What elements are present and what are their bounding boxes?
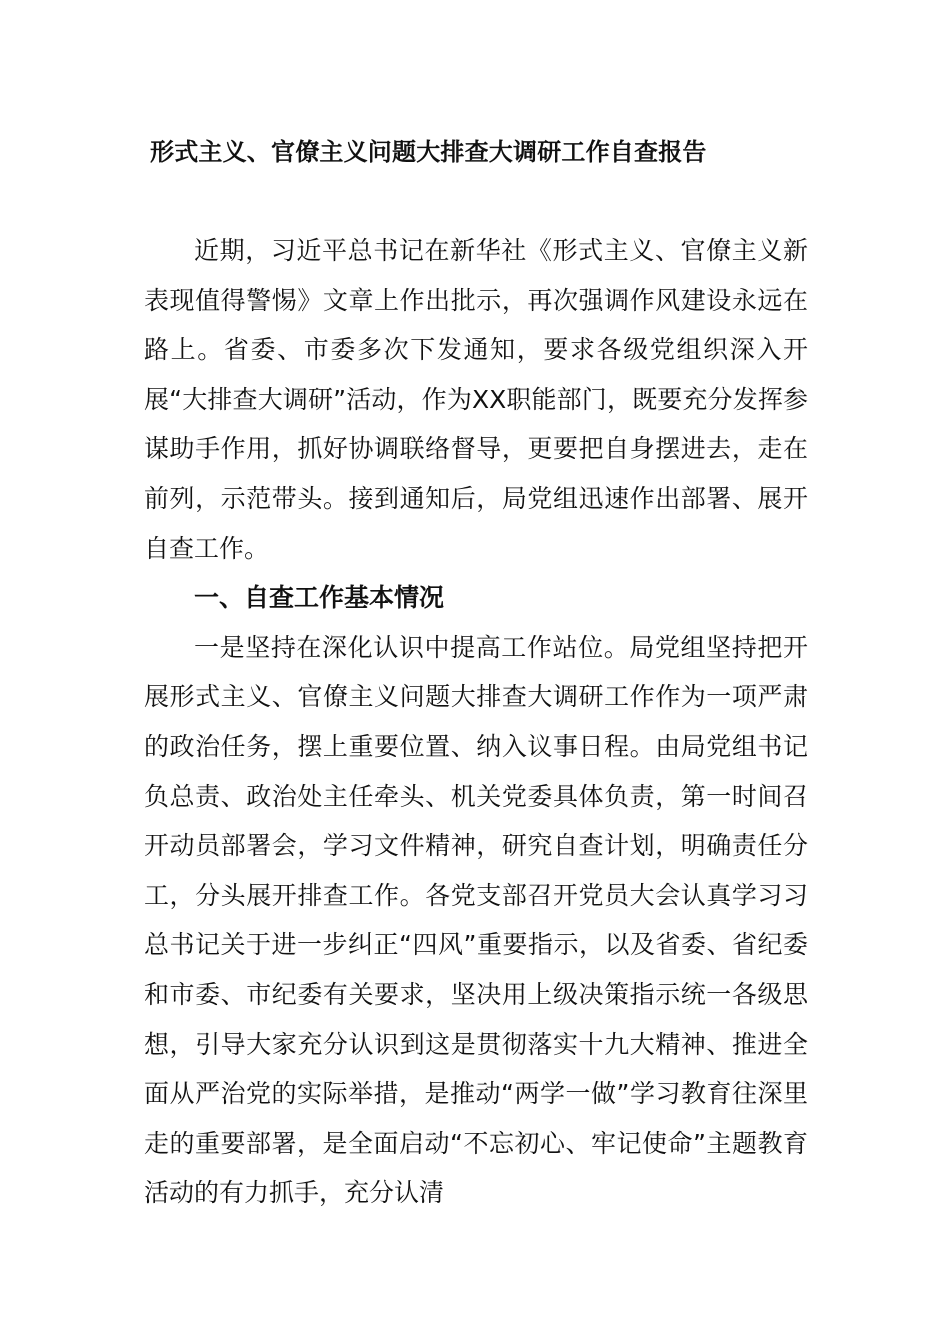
intro-paragraph: 近期，习近平总书记在新华社《形式主义、官僚主义新表现值得警惕》文章上作出批示，再次强调作风建设永远在路上。省委、市委多次下发通知，要求各级党组织深入开展“大排查大调研”活动，作为XX职能部门，既要充分发挥参谋助手作用，抓好协调联络督导，更要把自身摆进去，走在前列，示范带头。接到通知后，局党组迅速作出部署、展开自查工作。 (144, 236, 808, 563)
document-body (144, 226, 808, 1218)
section-paragraph: 一是坚持在深化认识中提高工作站位。局党组坚持把开展形式主义、官僚主义问题大排查大调研工作作为一项严肃的政治任务，摆上重要位置、纳入议事日程。由局党组书记负总责、政治处主任牵头、机关党委具体负责，第一时间召开动员部署会，学习文件精神，研究自查计划，明确责任分工，分头展开排查工作。各党支部召开党员大会认真学习习总书记关于进一步纠正“四风”重要指示，以及省委、省纪委和市委、市纪委有关要求，坚决用上级决策指示统一各级思想，引导大家充分认识到这是贯彻落实十九大精神、推进全面从严治党的实际举措，是推动“两学一做”学习教育往深里走的重要部署，是全面启动“不忘初心、牢记使命”主题教育活动的有力抓手，充分认清 (144, 632, 808, 1208)
document-title: 形式主义、官僚主义问题大排查大调研工作自查报告 (150, 138, 707, 166)
section-heading: 一、自查工作基本情况 (194, 583, 445, 613)
